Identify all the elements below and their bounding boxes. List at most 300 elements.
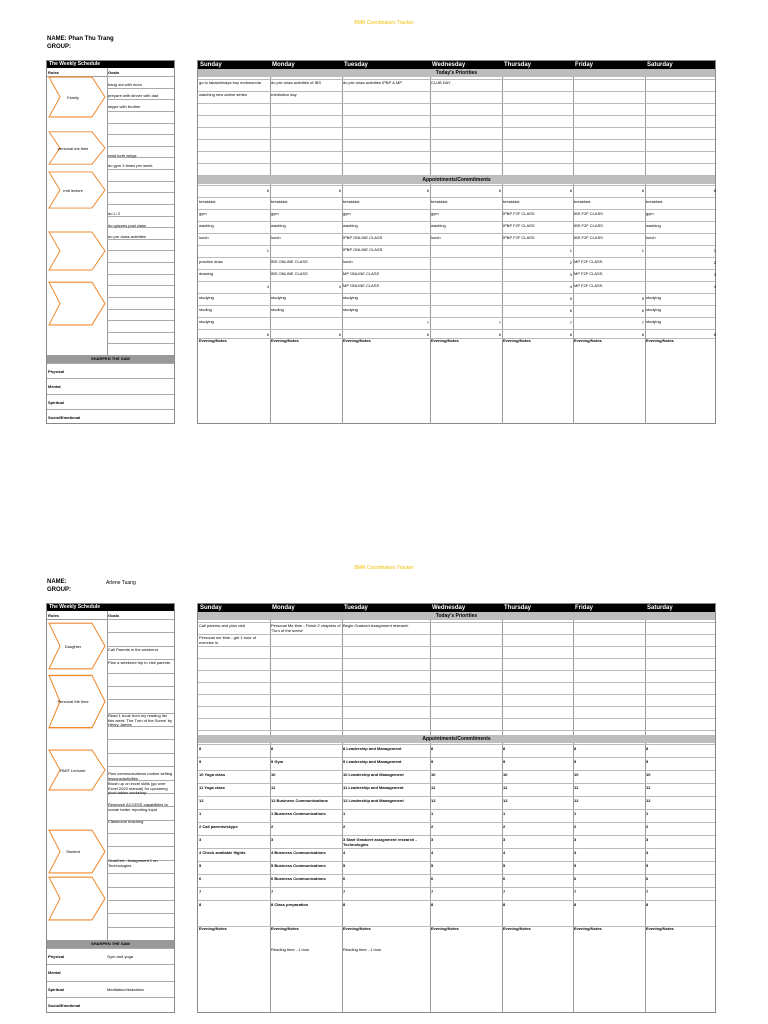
sheet2-appointment-cell: 7 xyxy=(271,890,274,894)
sheet2-appointment-cell: 1 Business Communications xyxy=(271,812,326,816)
sheet1-saw-row-spiritual xyxy=(47,394,174,410)
sheet1-appointment-cell: IPBP F2F CLASS xyxy=(503,236,535,240)
sheet1-appointment-cell: 5 xyxy=(569,296,572,301)
sheet1-day-wednesday: Wednesday xyxy=(432,62,466,68)
sheet1-evening-label: Evening/Notes xyxy=(271,339,299,343)
sheet1-appointment-cell: MP F2F CLASS xyxy=(574,272,603,276)
sheet2-appointment-cell: 8 xyxy=(646,747,649,751)
sheet2-appointment-cell: 8 xyxy=(503,903,506,907)
sheet1-appointment-cell: 8 xyxy=(569,332,572,337)
sheet1-appointment-cell: studying xyxy=(199,296,214,300)
sheet2-saw-row-social-emotional xyxy=(47,997,174,1014)
sheet1-goals-header: Goals xyxy=(108,70,120,75)
sheet2-appointment-cell: 8 xyxy=(271,747,274,751)
sheet1-appointment-cell: 8 xyxy=(266,332,269,337)
sheet2-appointment-cell: 2 xyxy=(271,825,274,829)
sheet2-appointment-cell: 11 Yoga class xyxy=(199,786,225,790)
sheet2-evening-label: Evening/Notes xyxy=(574,927,602,931)
sheet2-goal-row xyxy=(107,913,174,914)
sheet2-role-goal: Plan communications routine writing lessons/activities xyxy=(108,771,173,781)
sheet2-appointment-cell: 10 xyxy=(431,773,436,777)
sheet2-appointment-cell: 8 xyxy=(343,903,346,907)
sheet1-name-label: NAME: Phan Thu Trang xyxy=(47,36,114,42)
sheet2-priority-row xyxy=(198,682,715,683)
sheet1-appointment-cell: breakfast xyxy=(199,200,216,204)
sheet1-appointments-title: Appointments/Commitments xyxy=(198,176,715,184)
sheet1-goal-row xyxy=(107,146,174,147)
sheet2-day-header-row xyxy=(198,604,715,612)
sheet1-schedule-table xyxy=(197,60,716,424)
sheet2-appointment-cell: 1 xyxy=(343,812,346,816)
sheet1-appointment-cell: IPBP ONLINE CLASS xyxy=(343,248,383,252)
sheet1-evening-label: Evening/Notes xyxy=(574,339,602,343)
sheet1-appointment-row xyxy=(198,209,715,210)
sheet1-appointment-row xyxy=(198,185,715,186)
sheet2-appointment-cell: 12 xyxy=(431,799,436,803)
sheet1-appointment-cell: 1 xyxy=(569,248,572,253)
sheet1-goal-row xyxy=(107,309,174,310)
sheet2-appointment-cell: 1 xyxy=(431,812,434,816)
sheet2-priority-row xyxy=(198,706,715,707)
sheet1-appointment-cell: lunch xyxy=(271,236,281,240)
sheet1-appointment-cell: breakfast xyxy=(271,200,288,204)
sheet2-appointment-cell: 8 xyxy=(199,903,202,907)
sheet1-appointment-cell: 4 xyxy=(266,284,269,289)
sheet2-goal-row xyxy=(107,739,174,740)
sheet2-appointment-cell: 8 xyxy=(574,903,577,907)
sheet1-appointment-cell: lunch xyxy=(199,236,209,240)
sheet1-appointment-cell: lunch xyxy=(646,236,656,240)
sheet2-appointment-cell: 8 xyxy=(431,747,434,751)
sheet2-evening-label: Evening/Notes xyxy=(271,927,299,931)
sheet2-role-arrow xyxy=(48,622,106,670)
sheet2-evening-label: Evening/Notes xyxy=(431,927,459,931)
sheet1-appointment-cell: 4 xyxy=(338,284,341,289)
sheet1-appointment-cell: 6 xyxy=(569,308,572,313)
sheet2-appointment-cell: 8 Class preparation xyxy=(271,903,309,907)
sheet1-role-goal: do L/ 2 xyxy=(108,211,121,216)
sheet2-schedule-title: The Weekly Schedule xyxy=(47,604,174,611)
sheet2-priority-row xyxy=(198,730,715,731)
sheet1-appointment-cell: washing xyxy=(343,224,358,228)
sheet1-evening-label: Evening/Notes xyxy=(199,339,227,343)
sheet1-appointment-cell: IPBP F2F CLASS xyxy=(503,212,535,216)
sheet2-goal-row xyxy=(107,619,174,620)
sheet1-appointment-cell: 8 xyxy=(338,332,341,337)
sheet2-appointment-cell: 11 xyxy=(503,786,508,790)
sheet2-appointment-cell: 10 xyxy=(503,773,508,777)
sheet1-appointment-cell: 8 xyxy=(641,188,644,193)
sheet2-appointment-cell: 8 xyxy=(199,747,202,751)
sheet2-appointment-cell: 8 Leadership and Management xyxy=(343,747,402,751)
sheet2-name-value: Arlene Tuang xyxy=(106,580,136,586)
sheet1-saw-label: Social/Emotional xyxy=(48,414,81,420)
sheet1-schedule-title: The Weekly Schedule xyxy=(47,61,174,68)
sheet1-role-arrow xyxy=(48,76,106,118)
sheet2-appointment-cell: 5 Business Communications xyxy=(271,864,326,868)
sheet1-appointment-cell: studying xyxy=(343,296,358,300)
sheet1-appointment-cell: 8 xyxy=(713,188,716,193)
sheet1-day-monday: Monday xyxy=(272,62,295,68)
sheet1-appointment-cell: 8 xyxy=(426,332,429,337)
sheet1-appointment-cell: washing xyxy=(646,224,661,228)
sheet2-appointment-cell: 4 Check available flights xyxy=(199,851,246,855)
sheet2-priority-cell: Personal Me time - Finish 2 chapters of 'Turn of the screw' xyxy=(271,624,341,633)
sheet1-day-friday: Friday xyxy=(575,62,594,68)
sheet2-appointment-row xyxy=(198,744,715,745)
sheet1-day-saturday: Saturday xyxy=(647,62,673,68)
sheet1-priority-cell: CLUB DAY xyxy=(431,81,451,85)
sheet2-appointment-cell: 10 Yoga class xyxy=(199,773,226,777)
sheet1-saw-row-social-emotional xyxy=(47,409,174,425)
sheet2-appointment-cell: 8 xyxy=(431,903,434,907)
sheet2-appointment-cell: 10 xyxy=(574,773,579,777)
sheet1-priority-row xyxy=(198,91,715,92)
sheet1-saw-row-physical xyxy=(47,363,174,379)
sheet1-priority-cell: exfoliation day xyxy=(271,93,297,97)
sheet2-appointment-cell: 4 Business Communications xyxy=(271,851,326,855)
sheet2-evening-label: Evening/Notes xyxy=(199,927,227,931)
sheet2-appointment-cell: 6 xyxy=(199,877,202,881)
sheet2-roles-header: Roles xyxy=(48,613,59,618)
sheet1-priority-row xyxy=(198,127,715,128)
sheet2-goal-row xyxy=(107,833,174,834)
sheet2-roles-table xyxy=(46,603,175,1013)
sheet1-appointment-cell: 8 xyxy=(498,332,501,337)
sheet1-appointment-cell: 8 xyxy=(338,188,341,193)
sheet1-priority-cell: go to takashimaya buy mofosonola xyxy=(199,81,261,85)
sheet1-appointment-cell: IPBP F2F CLASS xyxy=(503,224,535,228)
sheet1-appointment-cell: 7 xyxy=(498,320,501,325)
sheet1-goal-row xyxy=(107,88,174,89)
sheet1-saw-label: Mental xyxy=(48,384,61,390)
sheet2-appointment-cell: 3 xyxy=(199,838,202,842)
sheet2-appointment-cell: 2 Call parents/skype xyxy=(199,825,238,829)
sheet2-day-friday: Friday xyxy=(575,605,594,611)
sheet2-appointment-cell: 7 xyxy=(574,890,577,894)
sheet2-appointment-cell: 10 Leadership and Management xyxy=(343,773,404,777)
sheet2-appointment-cell: 5 xyxy=(199,864,202,868)
sheet2-appointment-cell: 9 xyxy=(646,760,649,764)
sheet2-goal-row xyxy=(107,846,174,847)
sheet2-appointment-cell: 5 xyxy=(503,864,506,868)
sheet2-priorities-title: Today's Priorities xyxy=(198,612,715,620)
sheet1-goal-row xyxy=(107,274,174,275)
sheet2-saw-label: Spiritual xyxy=(48,986,65,992)
sheet1-role-label: rmit lecture xyxy=(63,187,83,193)
sheet2-appointment-cell: 5 xyxy=(431,864,434,868)
sheet2-goal-row xyxy=(107,927,174,928)
sheet1-goal-row xyxy=(107,76,174,77)
sheet2-day-saturday: Saturday xyxy=(647,605,673,611)
sheet1-appointment-cell: 7 xyxy=(569,320,572,325)
sheet1-appointment-row xyxy=(198,269,715,270)
sheet2-appointment-cell: 10 xyxy=(646,773,651,777)
sheet2-evening-label: Evening/Notes xyxy=(646,927,674,931)
sheet1-goal-row xyxy=(107,181,174,182)
sheet1-appointment-cell: MP F2F CLASS xyxy=(574,284,603,288)
sheet1-priority-cell: do pre class activities IPBP & MP xyxy=(343,81,403,85)
sheet1-appointment-cell: IBS ONLINE CLASS xyxy=(271,260,308,264)
sheet1-appointment-cell: 1 xyxy=(266,248,269,253)
sheet1-appointment-row xyxy=(198,221,715,222)
sheet2-day-column-divider xyxy=(270,620,271,1013)
sheet2-appointment-cell: 11 xyxy=(431,786,436,790)
sheet2-appointment-cell: 6 xyxy=(646,877,649,881)
sheet1-role-goal: do pre class activities xyxy=(108,234,147,239)
sheet2-appointment-row xyxy=(198,874,715,875)
sheet1-appointment-cell: 7 xyxy=(641,320,644,325)
sheet2-group-label: GROUP: xyxy=(47,587,71,593)
sheet2-saw-value: Meditation/relaxation xyxy=(107,986,144,992)
sheet2-appointment-cell: 5 xyxy=(574,864,577,868)
sheet1-appointment-row xyxy=(198,197,715,198)
sheet2-goal-row xyxy=(107,887,174,888)
sheet1-appointment-cell: MP ONLINE CLASS xyxy=(343,272,380,276)
sheet2-evening-label: Evening/Notes xyxy=(503,927,531,931)
sheet1-goal-row xyxy=(107,320,174,321)
sheet2-appointment-cell: 4 xyxy=(646,851,649,855)
sheet2-role-goal: Plan a weekend trip to visit parents xyxy=(108,660,171,665)
sheet2-priority-cell: Call parents and plan visit xyxy=(199,624,245,628)
sheet2-appointment-cell: 2 xyxy=(503,825,506,829)
sheet2-appointment-cell: 7 xyxy=(199,890,202,894)
sheet1-role-goal: do gym 3 times per week xyxy=(108,163,153,168)
sheet2-goal-row xyxy=(107,673,174,674)
sheet1-goal-row xyxy=(107,343,174,344)
sheet2-day-column-divider xyxy=(573,620,574,1013)
sheet1-appointment-cell: 1 xyxy=(713,248,716,253)
sheet1-priority-row xyxy=(198,151,715,152)
sheet2-appointment-cell: 2 xyxy=(646,825,649,829)
sheet2-saw-row-physical xyxy=(47,948,174,965)
sheet1-appointment-cell: 4 xyxy=(569,284,572,289)
sheet1-appointment-cell: 5 xyxy=(641,296,644,301)
sheet1-appointment-cell: gym xyxy=(431,212,439,216)
sheet2-appointment-cell: 1 xyxy=(574,812,577,816)
sheet2-saw-value: Gym and yoga xyxy=(107,954,134,959)
sheet2-appointment-cell: 9 xyxy=(574,760,577,764)
sheet2-appointment-cell: 2 xyxy=(574,825,577,829)
sheet1-appointment-cell: studying xyxy=(343,308,358,312)
sheet2-goals-header: Goals xyxy=(108,613,120,618)
sheet2-goal-row xyxy=(107,686,174,687)
sheet1-sharpen-saw-title: SHARPEN THE SAW xyxy=(47,355,174,363)
sheet2-saw-row-spiritual xyxy=(47,981,174,998)
sheet2-priority-row xyxy=(198,694,715,695)
sheet2-saw-label: Social/Emotional xyxy=(48,1002,81,1008)
sheet1-appointment-cell: lunch xyxy=(343,260,353,264)
sheet2-appointment-row xyxy=(198,835,715,836)
sheet2-appointment-cell: 9 xyxy=(199,760,202,764)
sheet2-appointment-cell: 1 xyxy=(199,812,202,816)
sheet1-evening-label: Evening/Notes xyxy=(343,339,371,343)
sheet2-evening-note: Reading time - 1 hour xyxy=(271,948,310,952)
sheet2-goal-row xyxy=(107,873,174,874)
sheet2-appointment-cell: 4 xyxy=(431,851,434,855)
sheet1-appointment-cell: 2 xyxy=(569,260,572,265)
sheet1-goal-row xyxy=(107,99,174,100)
sheet2-appointment-cell: 3 xyxy=(574,838,577,842)
sheet2-appointment-cell: 3 xyxy=(431,838,434,842)
sheet2-appointment-cell: 6 xyxy=(343,877,346,881)
sheet2-goal-row xyxy=(107,900,174,901)
sheet1-appointment-cell: 6 xyxy=(641,308,644,313)
sheet2-header-title: BMR Coordinators Tracker xyxy=(354,565,414,571)
sheet1-saw-label: Physical xyxy=(48,369,65,374)
sheet1-role-arrow xyxy=(48,171,106,209)
sheet2-priority-row xyxy=(198,646,715,647)
sheet2-appointment-cell: 8 xyxy=(646,903,649,907)
sheet1-role-goal: prepare with dinner with dad xyxy=(108,93,159,98)
sheet2-role-goal: GradCert - Assignment 1 on Technologies xyxy=(108,858,158,868)
sheet1-roles-table xyxy=(46,60,175,424)
sheet2-day-monday: Monday xyxy=(272,605,295,611)
sheet1-appointment-cell: practice draw xyxy=(199,260,223,264)
sheet1-priority-cell: watching new anime series xyxy=(199,93,248,97)
sheet2-appointment-cell: 8 xyxy=(503,747,506,751)
sheet1-appointment-cell: washing xyxy=(199,224,214,228)
sheet1-role-goal: read forth wings xyxy=(108,153,137,158)
sheet2-role-label: Daughter xyxy=(64,643,82,649)
sheet1-saw-row-mental xyxy=(47,378,174,394)
sheet2-appointment-cell: 1 xyxy=(503,812,506,816)
sheet1-priority-cell: do pre class activities of IBS xyxy=(271,81,322,85)
sheet2-goal-row xyxy=(107,753,174,754)
sheet2-appointment-cell: 2 xyxy=(343,825,346,829)
sheet1-appointment-cell: breakfast xyxy=(574,200,591,204)
sheet2-day-thursday: Thursday xyxy=(504,605,532,611)
sheet1-appointment-row xyxy=(198,317,715,318)
sheet2-appointment-row xyxy=(198,848,715,849)
sheet1-appointment-row xyxy=(198,257,715,258)
sheet1-day-tuesday: Tuesday xyxy=(344,62,368,68)
sheet1-appointment-cell: 8 xyxy=(266,188,269,193)
sheet1-appointment-cell: breakfast xyxy=(431,200,448,204)
sheet1-role-label xyxy=(52,281,94,326)
sheet2-appointment-cell: 9 Gym xyxy=(271,760,284,764)
sheet2-saw-label: Mental xyxy=(48,970,61,976)
sheet1-goal-row xyxy=(107,250,174,251)
sheet1-appointment-cell: gym xyxy=(199,212,207,216)
sheet2-goal-row xyxy=(107,766,174,767)
sheet2-role-goal: Research ACCESS capabilities to create better reporting input xyxy=(108,802,168,812)
sheet1-day-column-divider xyxy=(430,77,431,424)
sheet2-appointment-cell: 12 Leadership and Management xyxy=(343,799,404,803)
sheet1-appointment-cell: MP F2F CLASS xyxy=(574,260,603,264)
sheet1-appointment-cell: IBS ONLINE CLASS xyxy=(271,272,308,276)
sheet2-saw-row-mental xyxy=(47,964,174,981)
sheet2-role-goal: Classroom teaching xyxy=(108,819,144,824)
sheet2-role-label: Student xyxy=(66,849,80,854)
sheet1-goal-row xyxy=(107,123,174,124)
sheet2-appointment-row xyxy=(198,783,715,784)
sheet2-appointment-cell: 6 Business Communications xyxy=(271,877,326,881)
sheet1-appointment-cell: 8 xyxy=(426,188,429,193)
sheet1-appointment-cell: 3 xyxy=(569,272,572,277)
sheet2-appointment-row xyxy=(198,809,715,810)
sheet1-appointment-cell: washing xyxy=(271,224,286,228)
sheet2-role-arrow xyxy=(48,829,106,874)
sheet2-schedule-table xyxy=(197,603,716,1013)
sheet1-day-sunday: Sunday xyxy=(200,62,222,68)
sheet2-appointment-cell: 4 xyxy=(503,851,506,855)
sheet2-role-arrow xyxy=(48,876,106,921)
sheet2-appointment-cell: 3 xyxy=(503,838,506,842)
sheet2-appointment-cell: 7 xyxy=(431,890,434,894)
sheet2-priority-cell: Personal me time - get 1 hour of exercise in. xyxy=(199,636,257,645)
sheet1-appointment-cell: 8 xyxy=(641,332,644,337)
sheet2-name-label: NAME: xyxy=(47,579,67,585)
sheet2-appointment-cell: 4 xyxy=(343,851,346,855)
sheet1-priorities-title: Today's Priorities xyxy=(198,69,715,77)
sheet1-appointment-cell: lunch xyxy=(431,236,441,240)
sheet2-appointment-row xyxy=(198,757,715,758)
sheet1-appointment-cell: 1 xyxy=(641,248,644,253)
sheet1-priority-row xyxy=(198,163,715,164)
sheet1-appointment-cell: breakfast xyxy=(503,200,520,204)
sheet1-goal-row xyxy=(107,169,174,170)
sheet2-priority-row xyxy=(198,718,715,719)
sheet1-roles-header: Roles xyxy=(48,70,59,75)
sheet1-appointment-cell: 8 xyxy=(569,188,572,193)
sheet2-appointment-cell: 11 xyxy=(271,786,276,790)
sheet2-appointment-row xyxy=(198,770,715,771)
sheet1-role-label: personal me time xyxy=(57,145,89,151)
sheet1-appointment-cell: 3 xyxy=(713,272,716,277)
sheet1-day-thursday: Thursday xyxy=(504,62,532,68)
sheet1-appointment-cell: MP ONLINE CLASS xyxy=(343,284,380,288)
sheet2-appointment-cell: 12 xyxy=(646,799,651,803)
sheet2-priority-cell: Begin Gradcert Assignment research xyxy=(343,624,409,628)
sheet1-role-arrow xyxy=(48,281,106,326)
sheet2-role-goal: Brush up on excel skills (go over Excel 2020 manual) for upcoming pivot tables workshop xyxy=(108,781,168,795)
sheet2-appointment-cell: 7 xyxy=(503,890,506,894)
sheet1-role-goal: hang out with mom xyxy=(108,82,142,87)
sheet1-appointment-cell: washing xyxy=(431,224,446,228)
sheet2-appointment-cell: 3 xyxy=(646,838,649,842)
sheet2-appointment-cell: 9 xyxy=(503,760,506,764)
sheet1-appointment-cell: IPBP ONLINE CLASS xyxy=(343,236,383,240)
sheet1-evening-label: Evening/Notes xyxy=(646,339,674,343)
sheet1-goal-row xyxy=(107,192,174,193)
sheet2-priority-row xyxy=(198,670,715,671)
sheet2-appointment-cell: 11 xyxy=(574,786,579,790)
sheet1-appointment-cell: studying xyxy=(199,320,214,324)
sheet2-day-column-divider xyxy=(645,620,646,1013)
sheet2-role-label xyxy=(52,876,94,921)
sheet2-day-tuesday: Tuesday xyxy=(344,605,368,611)
sheet1-role-arrow xyxy=(48,231,106,271)
sheet2-appointment-cell: 12 xyxy=(574,799,579,803)
sheet2-day-column-divider xyxy=(430,620,431,1013)
sheet2-appointment-row xyxy=(198,887,715,888)
sheet2-appointment-cell: 7 xyxy=(343,890,346,894)
sheet1-goal-row xyxy=(107,285,174,286)
sheet1-appointment-cell: 7 xyxy=(426,320,429,325)
sheet2-role-label: RMIT Lecturer xyxy=(60,767,86,773)
sheet1-goal-row xyxy=(107,297,174,298)
sheet1-appointment-cell: studying xyxy=(646,296,661,300)
sheet2-appointment-cell: 7 xyxy=(646,890,649,894)
sheet1-appointment-cell: 2 xyxy=(713,260,716,265)
sheet1-priority-row xyxy=(198,79,715,80)
sheet2-evening-note: Reading time - 1 hour xyxy=(343,948,382,952)
sheet1-appointment-cell: studying xyxy=(646,308,661,312)
sheet2-role-goal: Call Parents in the weekend xyxy=(108,647,158,652)
sheet2-appointment-cell: 6 xyxy=(574,877,577,881)
sheet2-appointment-row xyxy=(198,861,715,862)
